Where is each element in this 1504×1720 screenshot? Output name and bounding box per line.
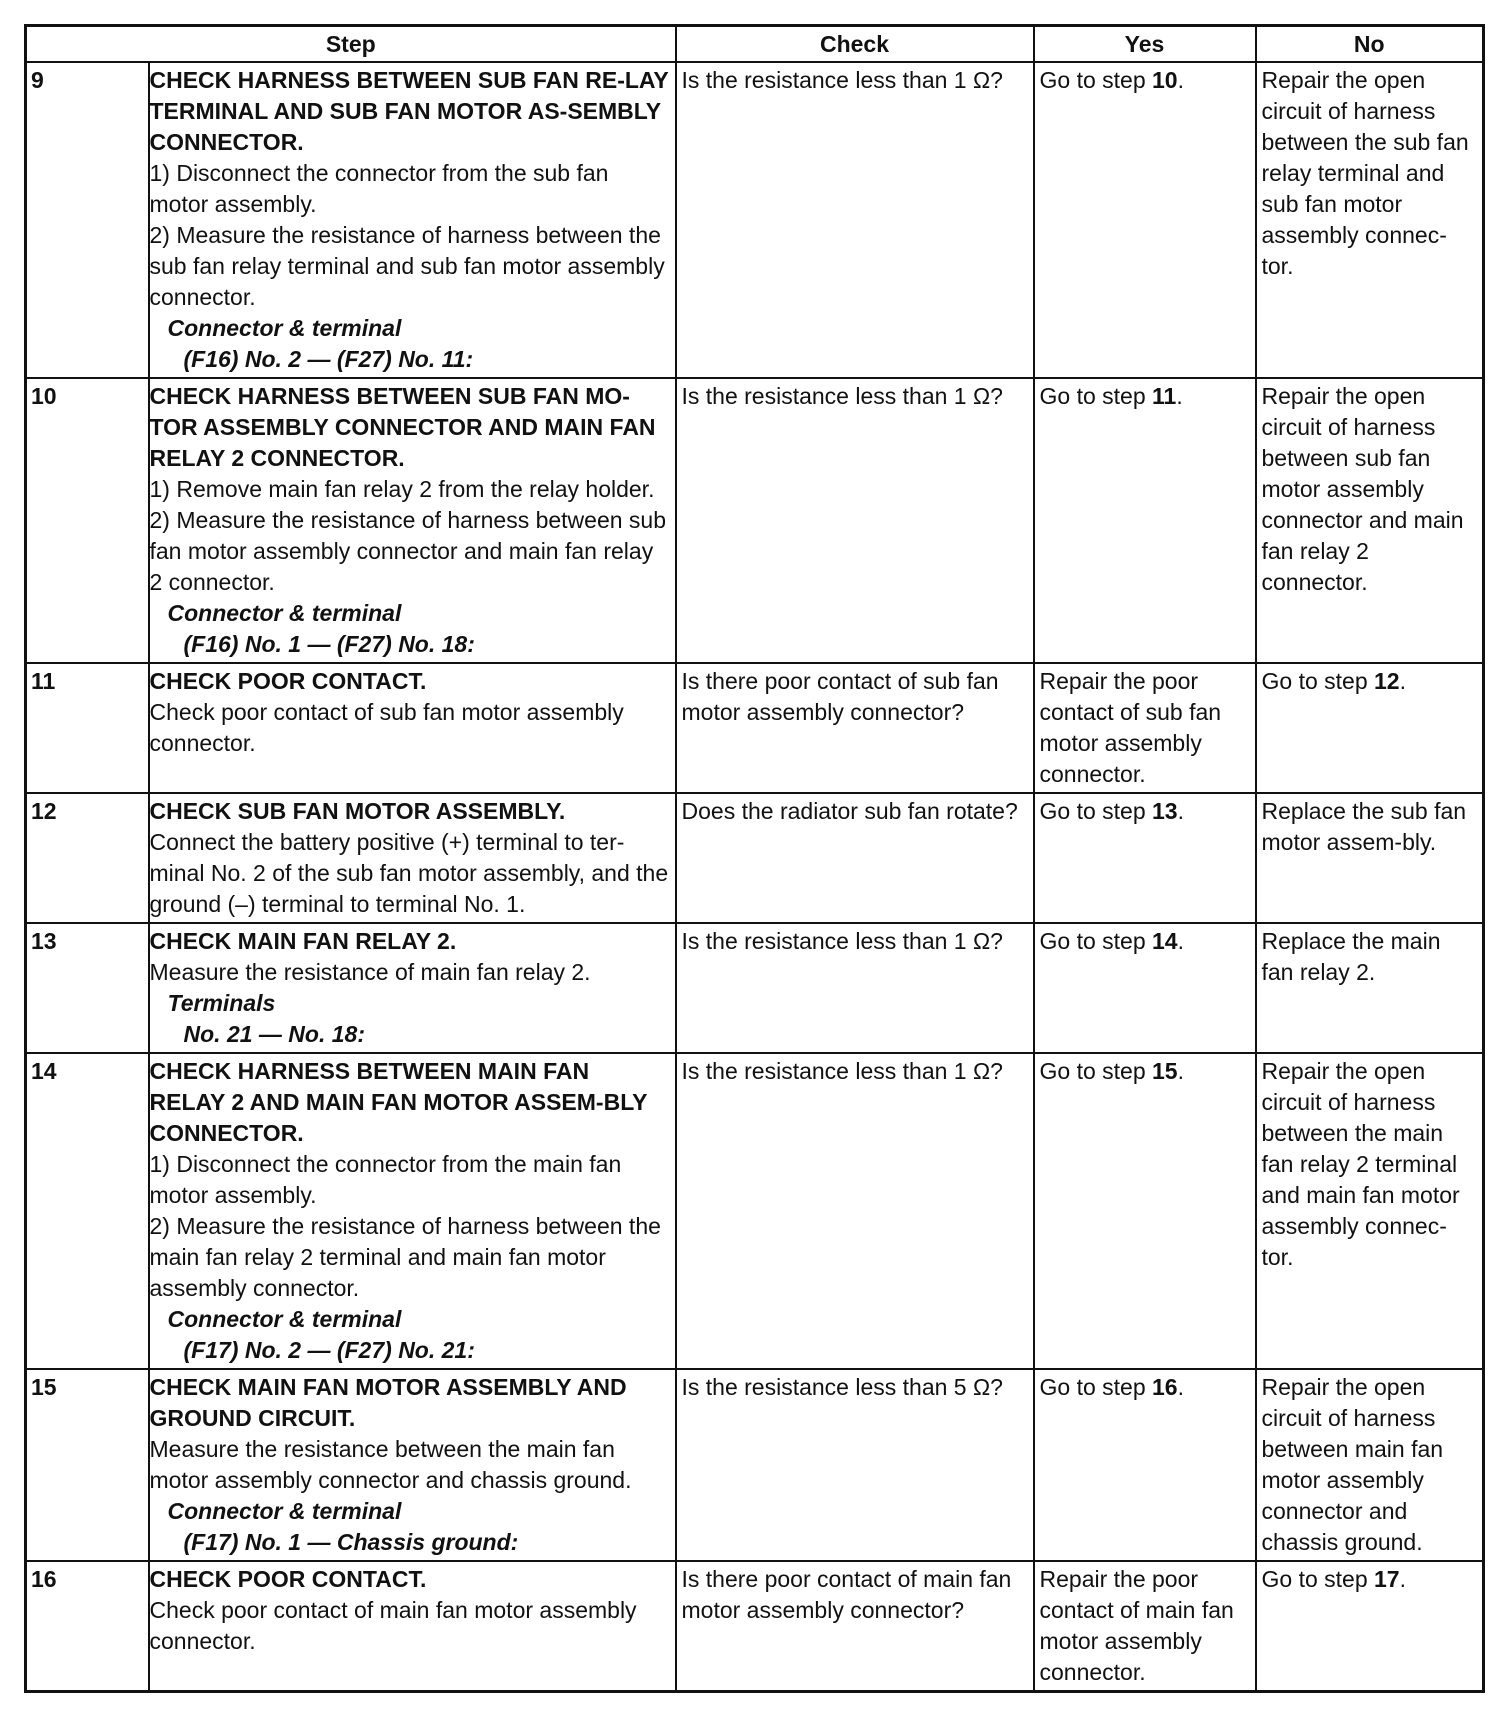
yes-step-number: 13 — [1152, 798, 1178, 824]
header-no: No — [1256, 26, 1484, 63]
step-cell — [149, 62, 676, 378]
yes-step-number: 10 — [1152, 67, 1178, 93]
step-instruction: 2) Measure the resistance of harness between the main fan relay 2 terminal and main fan motor assembly connector. — [149, 1213, 661, 1301]
check-cell: Is the resistance less than 1 Ω? — [676, 1053, 1034, 1369]
check-cell: Is there poor contact of sub fan motor assembly connector? — [676, 663, 1034, 793]
yes-step-number: 11 — [1152, 383, 1177, 409]
step-cell — [149, 378, 676, 663]
no-suffix: . — [1399, 1566, 1406, 1592]
step-instruction: 1) Disconnect the connector from the sub fan motor assembly. — [149, 160, 609, 217]
no-cell — [1256, 663, 1484, 793]
step-cell — [149, 663, 676, 793]
header-check: Check — [676, 26, 1034, 63]
header-yes: Yes — [1034, 26, 1256, 63]
step-number: 16 — [26, 1561, 149, 1692]
spec-label: Connector & terminal — [167, 315, 402, 341]
yes-suffix: . — [1177, 1058, 1184, 1084]
step-title: CHECK MAIN FAN MOTOR ASSEMBLY AND GROUND CIRCUIT. — [149, 1374, 627, 1431]
step-instruction: Check poor contact of sub fan motor assembly connector. — [149, 699, 624, 756]
table-row — [26, 1561, 1484, 1692]
yes-text: Go to step — [1039, 798, 1153, 824]
yes-text: Go to step — [1039, 1374, 1153, 1400]
yes-suffix: . — [1177, 798, 1184, 824]
no-cell — [1256, 793, 1484, 923]
spec-value: (F17) No. 2 — (F27) No. 21: — [183, 1337, 475, 1363]
step-title: CHECK POOR CONTACT. — [149, 668, 427, 694]
spec-label: Terminals — [167, 990, 276, 1016]
no-cell — [1256, 1561, 1484, 1692]
table-row — [26, 1053, 1484, 1369]
step-instruction: 2) Measure the resistance of harness between sub fan motor assembly connector and main fan relay 2 connector. — [149, 507, 667, 595]
step-instruction: Measure the resistance between the main fan motor assembly connector and chassis ground. — [149, 1436, 632, 1493]
no-text: Repair the open circuit of harness between sub fan motor assembly connector and main fan relay 2 connector. — [1261, 383, 1464, 595]
step-cell — [149, 1053, 676, 1369]
table-row — [26, 1369, 1484, 1561]
no-text: Repair the open circuit of harness between the main fan relay 2 terminal and main fan motor assembly connec-tor. — [1261, 1058, 1460, 1270]
step-number: 12 — [26, 793, 149, 923]
table-row — [26, 793, 1484, 923]
spec-value: (F16) No. 2 — (F27) No. 11: — [183, 346, 474, 372]
yes-suffix: . — [1177, 1374, 1184, 1400]
yes-cell — [1034, 663, 1256, 793]
step-number: 9 — [26, 62, 149, 378]
no-cell — [1256, 62, 1484, 378]
yes-suffix: . — [1177, 928, 1184, 954]
no-text: Repair the open circuit of harness between the sub fan relay terminal and sub fan motor assembly connec-tor. — [1261, 67, 1469, 279]
step-cell — [149, 923, 676, 1053]
yes-step-number: 15 — [1152, 1058, 1178, 1084]
check-cell: Does the radiator sub fan rotate? — [676, 793, 1034, 923]
table-row — [26, 663, 1484, 793]
spec-value: (F16) No. 1 — (F27) No. 18: — [183, 631, 475, 657]
no-text: Go to step — [1261, 668, 1375, 694]
step-title: CHECK POOR CONTACT. — [149, 1566, 427, 1592]
no-cell — [1256, 378, 1484, 663]
yes-text: Repair the poor contact of sub fan motor assembly connector. — [1039, 668, 1222, 787]
step-cell — [149, 1369, 676, 1561]
step-instruction: 2) Measure the resistance of harness between the sub fan relay terminal and sub fan motor assembly connector. — [149, 222, 665, 310]
check-cell: Is the resistance less than 1 Ω? — [676, 62, 1034, 378]
step-instruction: 1) Remove main fan relay 2 from the relay holder. — [149, 476, 655, 502]
yes-text: Go to step — [1039, 383, 1153, 409]
check-cell: Is there poor contact of main fan motor assembly connector? — [676, 1561, 1034, 1692]
step-cell — [149, 1561, 676, 1692]
no-step-number: 17 — [1374, 1566, 1400, 1592]
step-title: CHECK HARNESS BETWEEN SUB FAN RE-LAY TERMINAL AND SUB FAN MOTOR AS-SEMBLY CONNECTOR. — [149, 67, 669, 155]
spec-label: Connector & terminal — [167, 1306, 402, 1332]
yes-cell — [1034, 793, 1256, 923]
yes-text: Go to step — [1039, 67, 1153, 93]
no-text: Repair the open circuit of harness between main fan motor assembly connector and chassis ground. — [1261, 1374, 1444, 1555]
yes-cell — [1034, 1369, 1256, 1561]
check-cell: Is the resistance less than 1 Ω? — [676, 923, 1034, 1053]
table-row — [26, 378, 1484, 663]
step-number: 13 — [26, 923, 149, 1053]
header-row — [26, 26, 1484, 63]
step-instruction: Connect the battery positive (+) terminal to ter-minal No. 2 of the sub fan motor assembly, and the ground (–) terminal to terminal No. 1. — [149, 829, 669, 917]
step-instruction: 1) Disconnect the connector from the main fan motor assembly. — [149, 1151, 622, 1208]
step-title: CHECK HARNESS BETWEEN SUB FAN MO-TOR ASSEMBLY CONNECTOR AND MAIN FAN RELAY 2 CONNECTOR. — [149, 383, 656, 471]
step-instruction: Check poor contact of main fan motor assembly connector. — [149, 1597, 637, 1654]
step-instruction: Measure the resistance of main fan relay 2. — [149, 959, 591, 985]
yes-text: Go to step — [1039, 1058, 1153, 1084]
step-title: CHECK SUB FAN MOTOR ASSEMBLY. — [149, 798, 566, 824]
yes-step-number: 14 — [1152, 928, 1178, 954]
table-row — [26, 62, 1484, 378]
step-number: 10 — [26, 378, 149, 663]
step-title: CHECK MAIN FAN RELAY 2. — [149, 928, 457, 954]
step-number: 14 — [26, 1053, 149, 1369]
no-step-number: 12 — [1374, 668, 1400, 694]
check-cell: Is the resistance less than 5 Ω? — [676, 1369, 1034, 1561]
no-cell — [1256, 923, 1484, 1053]
step-number: 15 — [26, 1369, 149, 1561]
no-text: Replace the main fan relay 2. — [1261, 928, 1441, 985]
yes-text: Go to step — [1039, 928, 1153, 954]
yes-cell — [1034, 1053, 1256, 1369]
yes-cell — [1034, 62, 1256, 378]
no-text: Go to step — [1261, 1566, 1375, 1592]
header-step: Step — [26, 26, 676, 63]
step-title: CHECK HARNESS BETWEEN MAIN FAN RELAY 2 AND MAIN FAN MOTOR ASSEM-BLY CONNECTOR. — [149, 1058, 648, 1146]
check-cell: Is the resistance less than 1 Ω? — [676, 378, 1034, 663]
no-cell — [1256, 1053, 1484, 1369]
step-cell — [149, 793, 676, 923]
yes-text: Repair the poor contact of main fan motor assembly connector. — [1039, 1566, 1234, 1685]
spec-label: Connector & terminal — [167, 1498, 402, 1524]
spec-value: (F17) No. 1 — Chassis ground: — [183, 1529, 519, 1555]
step-number: 11 — [26, 663, 149, 793]
no-suffix: . — [1399, 668, 1406, 694]
yes-cell — [1034, 1561, 1256, 1692]
diagnostic-table — [24, 24, 1485, 1693]
no-cell — [1256, 1369, 1484, 1561]
yes-cell — [1034, 378, 1256, 663]
no-text: Replace the sub fan motor assem-bly. — [1261, 798, 1467, 855]
yes-suffix: . — [1176, 383, 1183, 409]
spec-value: No. 21 — No. 18: — [183, 1021, 365, 1047]
yes-cell — [1034, 923, 1256, 1053]
yes-suffix: . — [1177, 67, 1184, 93]
table-row — [26, 923, 1484, 1053]
yes-step-number: 16 — [1152, 1374, 1178, 1400]
spec-label: Connector & terminal — [167, 600, 402, 626]
